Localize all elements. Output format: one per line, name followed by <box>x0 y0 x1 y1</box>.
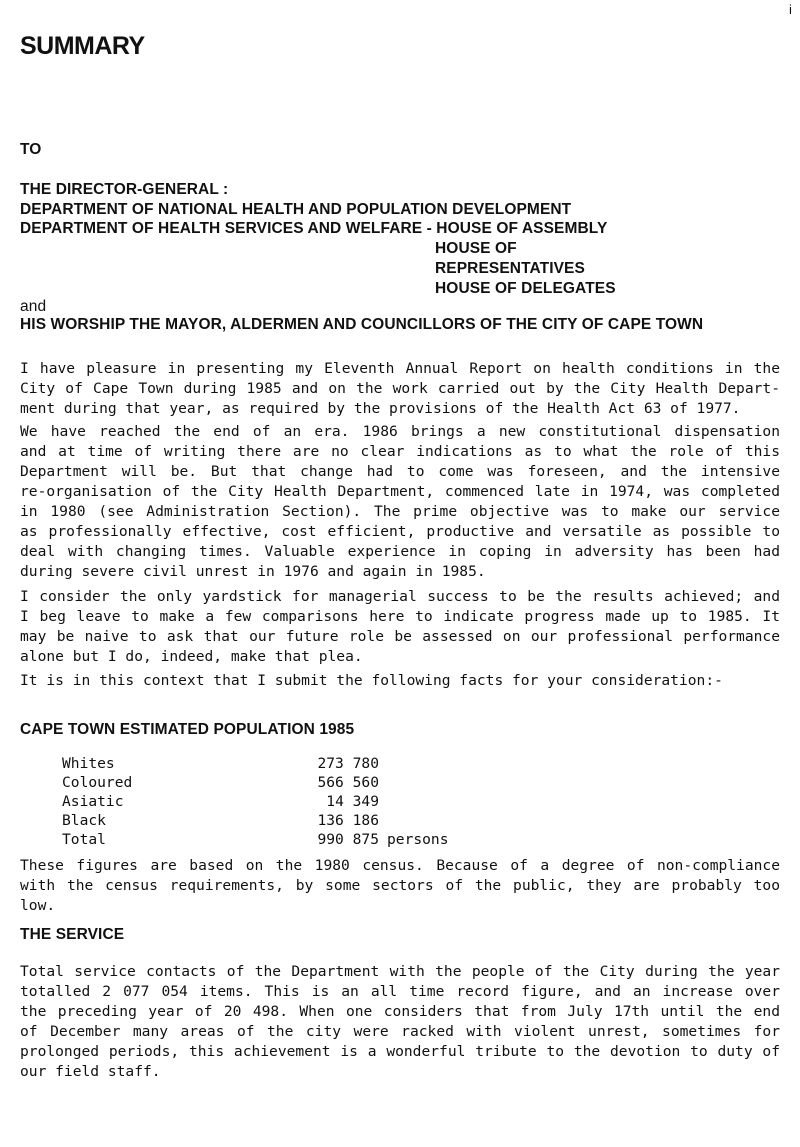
addressee-dept-national-health: DEPARTMENT OF NATIONAL HEALTH AND POPULATION DEVELOPMENT <box>20 201 572 218</box>
service-heading: THE SERVICE <box>20 926 125 943</box>
text-line: with the census requirements, by some sectors of the public, they are probably too <box>20 877 780 894</box>
addressee-dept-health-services: DEPARTMENT OF HEALTH SERVICES AND WELFARE - HOUSE OF ASSEMBLY <box>20 220 608 237</box>
page-title: SUMMARY <box>20 32 145 60</box>
addressee-house-of: HOUSE OF <box>435 240 517 257</box>
population-table <box>62 755 449 850</box>
addressee-mayor: HIS WORSHIP THE MAYOR, ALDERMEN AND COUNCILLORS OF THE CITY OF CAPE TOWN <box>20 316 704 333</box>
addressee-representatives: REPRESENTATIVES <box>435 260 585 277</box>
population-group: Asiatic <box>62 793 124 810</box>
paragraph-service <box>20 962 780 1082</box>
text-line: alone but I do, indeed, make that plea. <box>20 648 363 665</box>
text-line: re-organisation of the City Health Department, commenced late in 1974, was completed <box>20 483 780 500</box>
population-group: Total <box>62 831 106 848</box>
text-line: These figures are based on the 1980 census. Because of a degree of non-compliance <box>20 857 780 874</box>
text-line: ment during that year, as required by the provisions of the Health Act 63 of 1977. <box>20 400 741 417</box>
population-unit <box>379 812 449 831</box>
paragraph-intro <box>20 359 780 419</box>
population-count: 566 560 <box>317 774 379 791</box>
population-group: Whites <box>62 755 115 772</box>
text-line: totalled 2 077 054 items. This is an all time record figure, and an increase over <box>20 983 780 1000</box>
population-unit <box>379 793 449 812</box>
addressee-director-general: THE DIRECTOR-GENERAL : <box>20 181 229 198</box>
paragraph-yardstick <box>20 587 780 667</box>
text-line: Department will be. But that change had to come was foreseen, and the intensive <box>20 463 780 480</box>
text-line: low. <box>20 897 56 914</box>
text-line: We have reached the end of an era. 1986 brings a new constitutional dispensation <box>20 423 780 440</box>
text-line: of December many areas of the city were racked with violent unrest, sometimes for <box>20 1023 780 1040</box>
population-group: Black <box>62 812 106 829</box>
and-label: and <box>20 298 47 315</box>
population-group: Coloured <box>62 774 133 791</box>
addressee-house-of-delegates: HOUSE OF DELEGATES <box>435 280 616 297</box>
page-number: i <box>789 2 792 17</box>
text-line: It is in this context that I submit the following facts for your consideration:- <box>20 672 723 689</box>
text-line: during severe civil unrest in 1976 and again in 1985. <box>20 563 486 580</box>
table-row <box>62 812 449 831</box>
text-line: and at time of writing there are no clear indications as to what the role of this <box>20 443 780 460</box>
population-heading: CAPE TOWN ESTIMATED POPULATION 1985 <box>20 721 355 738</box>
population-count: 136 186 <box>317 812 379 829</box>
text-line: Total service contacts of the Department with the people of the City during the year <box>20 963 780 980</box>
text-line: the preceding year of 20 498. When one considers that from July 17th until the end <box>20 1003 780 1020</box>
table-row <box>62 793 449 812</box>
table-row <box>62 774 449 793</box>
population-unit <box>379 774 449 793</box>
table-row <box>62 831 449 850</box>
text-line: prolonged periods, this achievement is a wonderful tribute to the devotion to duty of <box>20 1043 780 1060</box>
text-line: I consider the only yardstick for managerial success to be the results achieved; and <box>20 588 780 605</box>
population-count: 14 349 <box>326 793 379 810</box>
paragraph-census <box>20 856 780 916</box>
text-line: deal with changing times. Valuable experience in coping in adversity has been had <box>20 543 780 560</box>
text-line: I have pleasure in presenting my Eleventh Annual Report on health conditions in the <box>20 360 780 377</box>
population-count: 273 780 <box>317 755 379 772</box>
text-line: may be naive to ask that our future role be assessed on our professional performance <box>20 628 780 645</box>
population-unit: persons <box>387 831 449 848</box>
to-label: TO <box>20 141 42 158</box>
text-line: as professionally effective, cost efficient, productive and versatile as possible to <box>20 523 780 540</box>
text-line: in 1980 (see Administration Section). The prime objective was to make our service <box>20 503 780 520</box>
text-line: our field staff. <box>20 1063 161 1080</box>
population-unit <box>379 755 449 774</box>
paragraph-context <box>20 671 780 691</box>
text-line: City of Cape Town during 1985 and on the work carried out by the City Health Depart- <box>20 380 780 397</box>
population-count: 990 875 <box>317 831 379 848</box>
table-row <box>62 755 449 774</box>
paragraph-end-of-era <box>20 422 780 582</box>
text-line: I beg leave to make a few comparisons here to indicate progress made up to 1985. It <box>20 608 780 625</box>
